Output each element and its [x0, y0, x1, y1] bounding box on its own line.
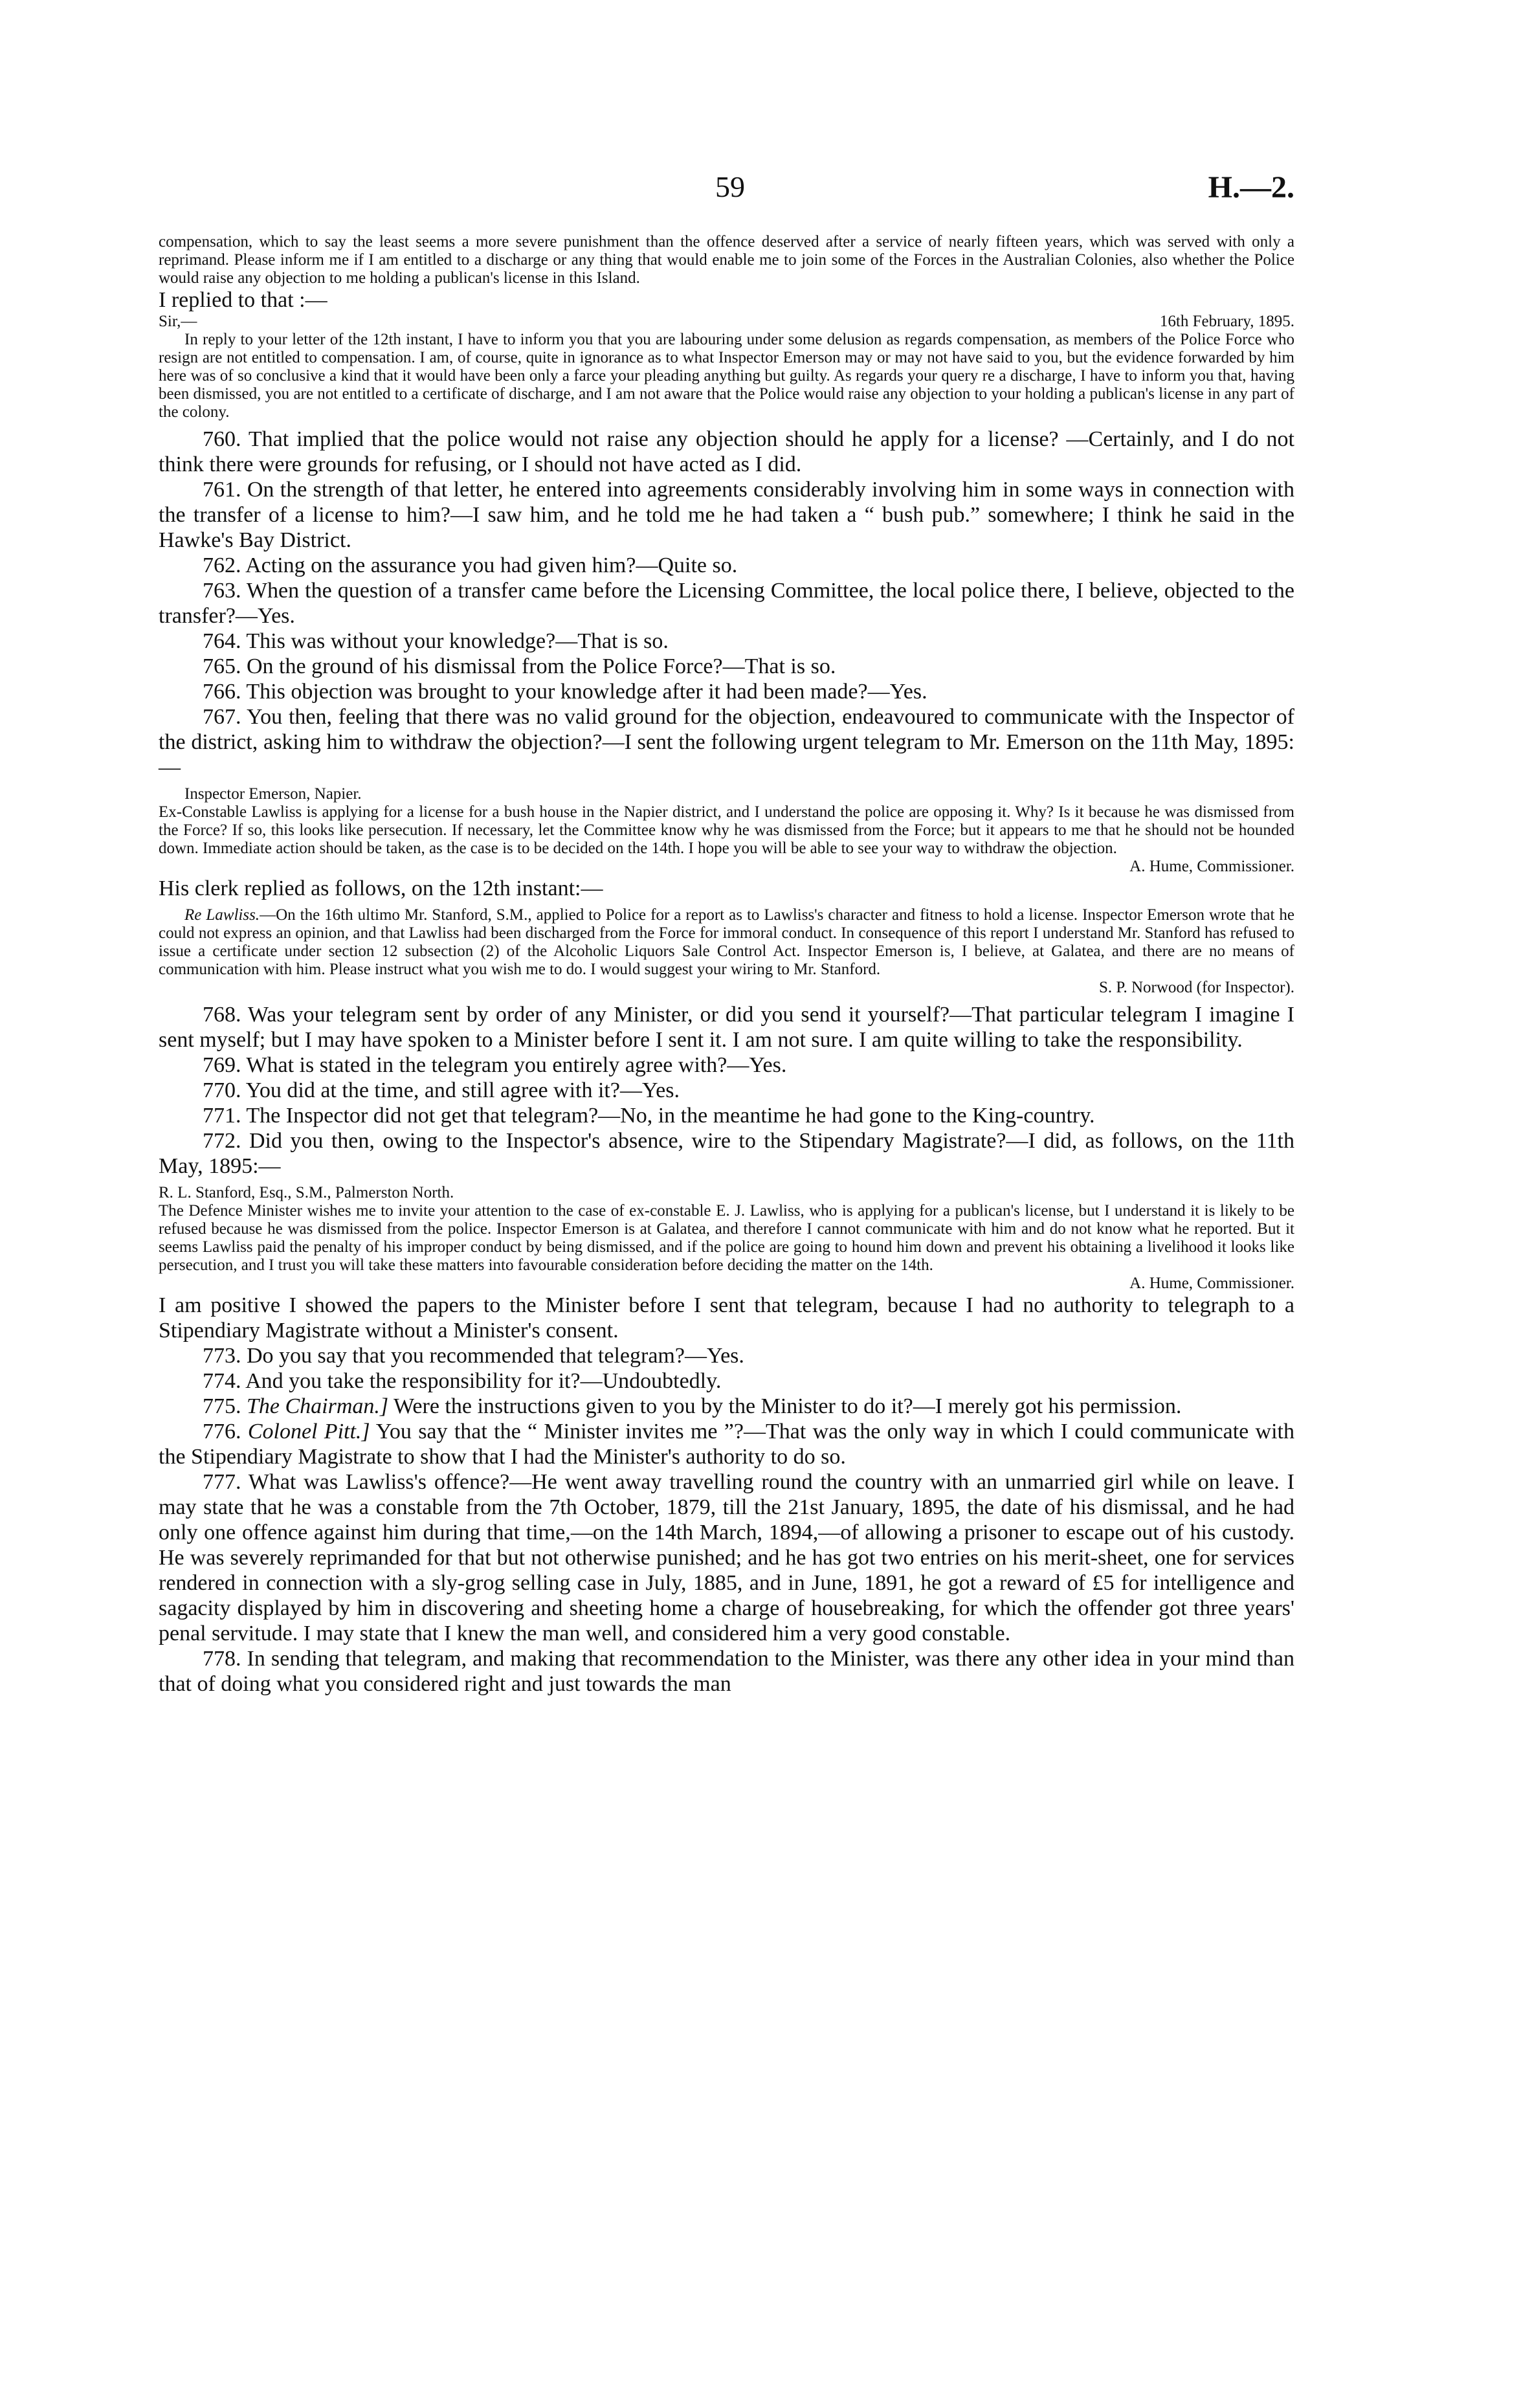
question-number: 775.: [203, 1394, 241, 1418]
narrative-line: His clerk replied as follows, on the 12th instant:—: [159, 876, 603, 900]
narrative-paragraph: I am positive I showed the papers to the Minister before I sent that telegram, because I had no authority to telegraph to a Stipendiary Magistrate without a Minister's consent.: [159, 1293, 1294, 1343]
speaker: The Chairman.]: [247, 1394, 389, 1418]
question-760: 760. That implied that the police would not raise any objection should he apply for a license? —Certainly, and I do not think there were grounds for refusing, or I should not have acted as I did.: [159, 427, 1294, 476]
question-777: 777. What was Lawliss's offence?—He went away travelling round the country with an unmarried girl while on leave. I may state that he was a constable from the 7th October, 1879, till the 21st January, 1895, the date of his dismissal, and he had only one offence against him during that time,—on the 14th March, 1894,—of allowing a prisoner to escape out of his custody. He was severely reprimanded for that but not otherwise punished; and he has got two entries on his merit-sheet, one for services rendered in connection with a sly-grog selling case in July, 1885, and in June, 1891, he got a reward of £5 for intelligence and sagacity displayed by him in discovering and sheeting home a charge of housebreaking, for which the offender got three years' penal servitude. I may state that I knew the man well, and considered him a very good constable.: [159, 1470, 1294, 1645]
letter-excerpt-end: compensation, which to say the least seems a more severe punishment than the offence deserved after a service of nearly fifteen years, which was served with only a reprimand. Please inform me if I am entitled to a discharge or any thing that would enable me to join some of the Forces in the Australian Colonies, also whether the Police would raise any objection to me holding a publican's license in this Island.: [159, 233, 1294, 287]
reply-letter: In reply to your letter of the 12th instant, I have to inform you that you are labouring under some delusion as regards compensation, as members of the Police Force who resign are not entitled to compensation. I am, of course, quite in ignorance as to what Inspector Emerson may or may not have said to you, but the evidence forwarded by him here was of so conclusive a kind that it would have been only a farce your pleading anything but guilty. As regards your query re a discharge, I have to inform you that, having been dismissed, you are not entitled to a certificate of discharge, and I am not aware that the Police would raise any objection to your holding a publican's license in any part of the colony.: [159, 331, 1294, 421]
question-778: 778. In sending that telegram, and making that recommendation to the Minister, was there any other idea in your mind than that of doing what you considered right and just towards the man: [159, 1647, 1294, 1696]
clerk-signature: S. P. Norwood (for Inspector).: [1098, 979, 1294, 996]
clerk-telegram-text: —On the 16th ultimo Mr. Stanford, S.M., applied to Police for a report as to Lawliss's character and fitness to hold a license. Inspector Emerson wrote that he could not express an opinion, and that Lawliss had been discharged from the Force for immoral conduct. In consequence of this report I understand Mr. Stanford has refused to issue a certificate under section 12 subsection (2) of the Alcoholic Liquors Sale Control Act. Inspector Emerson is, I believe, at Galatea, and there are no means of communication with him. Please instruct what you wish me to do. I would suggest your wiring to Mr. Stanford.: [159, 906, 1294, 978]
page-header: [159, 170, 1294, 208]
question-769: 769. What is stated in the telegram you entirely agree with?—Yes.: [203, 1053, 787, 1077]
salutation: Sir,—: [159, 313, 197, 330]
question-774: 774. And you take the responsibility for it?—Undoubtedly.: [203, 1369, 722, 1393]
document-code: H.—2.: [1208, 170, 1294, 205]
narrative-line: I replied to that :—: [159, 288, 328, 312]
question-number: 776.: [203, 1420, 241, 1444]
letter-date: 16th February, 1895.: [1159, 313, 1294, 330]
question-767: 767. You then, feeling that there was no valid ground for the objection, endeavoured to communicate with the Inspector of the district, asking him to withdraw the objection?—I sent the following urgent telegram to Mr. Emerson on the 11th May, 1895:—: [159, 705, 1294, 779]
question-764: 764. This was without your knowledge?—That is so.: [203, 629, 669, 653]
telegram-subject: Re Lawliss.: [184, 906, 260, 924]
question-761: 761. On the strength of that letter, he entered into agreements considerably involving him in some ways in connection with the transfer of a license to him?—I saw him, and he told me he had taken a “ bush pub.” somewhere; I think he said in the Hawke's Bay District.: [159, 478, 1294, 552]
question-771: 771. The Inspector did not get that telegram?—No, in the meantime he had gone to the King-country.: [203, 1104, 1095, 1128]
question-776: [159, 1419, 1294, 1469]
question-765: 765. On the ground of his dismissal from the Police Force?—That is so.: [203, 654, 836, 678]
letter-heading: [159, 313, 1294, 331]
question-768: 768. Was your telegram sent by order of any Minister, or did you send it yourself?—That particular telegram I imagine I sent myself; but I may have spoken to a Minister before I sent it. I am not sure. I am quite willing to take the responsibility.: [159, 1003, 1294, 1052]
speaker: Colonel Pitt.]: [247, 1420, 370, 1444]
telegram-address: Inspector Emerson, Napier.: [184, 785, 362, 803]
question-772: 772. Did you then, owing to the Inspector's absence, wire to the Stipendary Magistrate?—I did, as follows, on the 11th May, 1895:—: [159, 1129, 1294, 1178]
page-number: 59: [715, 170, 745, 203]
question-770: 770. You did at the time, and still agree with it?—Yes.: [203, 1078, 680, 1102]
question-text: Were the instructions given to you by the Minister to do it?—I merely got his permission.: [394, 1394, 1182, 1418]
question-766: 766. This objection was brought to your knowledge after it had been made?—Yes.: [203, 680, 927, 704]
telegram-body: The Defence Minister wishes me to invite your attention to the case of ex-constable E. J. Lawliss, who is applying for a publican's license, but I understand it is likely to be refused because he was dismissed from the police. Inspector Emerson is at Galatea, and therefore I cannot communicate with him and do not know what he reported. But it seems Lawliss paid the penalty of his improper conduct by being dismissed, and if the police are going to hound him down and prevent his obtaining a livelihood it looks like persecution, and I trust you will take these matters into favourable consideration before deciding the matter on the 14th.: [159, 1202, 1294, 1274]
question-775: [159, 1394, 1294, 1419]
telegram-body: Ex-Constable Lawliss is applying for a license for a bush house in the Napier district, and I understand the police are opposing it. Why? Is it because he was dismissed from the Force? If so, this looks like persecution. If necessary, let the Committee know why he was dismissed from the Force; but it appears to me that he should not be hounded down. Immediate action should be taken, as the case is to be decided on the 14th. I hope you will be able to see your way to withdraw the objection.: [159, 803, 1294, 857]
clerk-telegram: [159, 906, 1294, 979]
page-body: [159, 233, 1294, 1697]
telegram-address: R. L. Stanford, Esq., S.M., Palmerston North.: [159, 1184, 454, 1201]
telegram-signature: A. Hume, Commissioner.: [1129, 1275, 1294, 1292]
question-762: 762. Acting on the assurance you had given him?—Quite so.: [203, 553, 738, 577]
telegram-signature: A. Hume, Commissioner.: [1129, 858, 1294, 875]
question-773: 773. Do you say that you recommended that telegram?—Yes.: [203, 1344, 744, 1368]
question-763: 763. When the question of a transfer came before the Licensing Committee, the local police there, I believe, objected to the transfer?—Yes.: [159, 579, 1294, 628]
question-text: You say that the “ Minister invites me ”?—That was the only way in which I could communicate with the Stipendiary Magistrate to show that I had the Minister's authority to do so.: [159, 1420, 1294, 1469]
